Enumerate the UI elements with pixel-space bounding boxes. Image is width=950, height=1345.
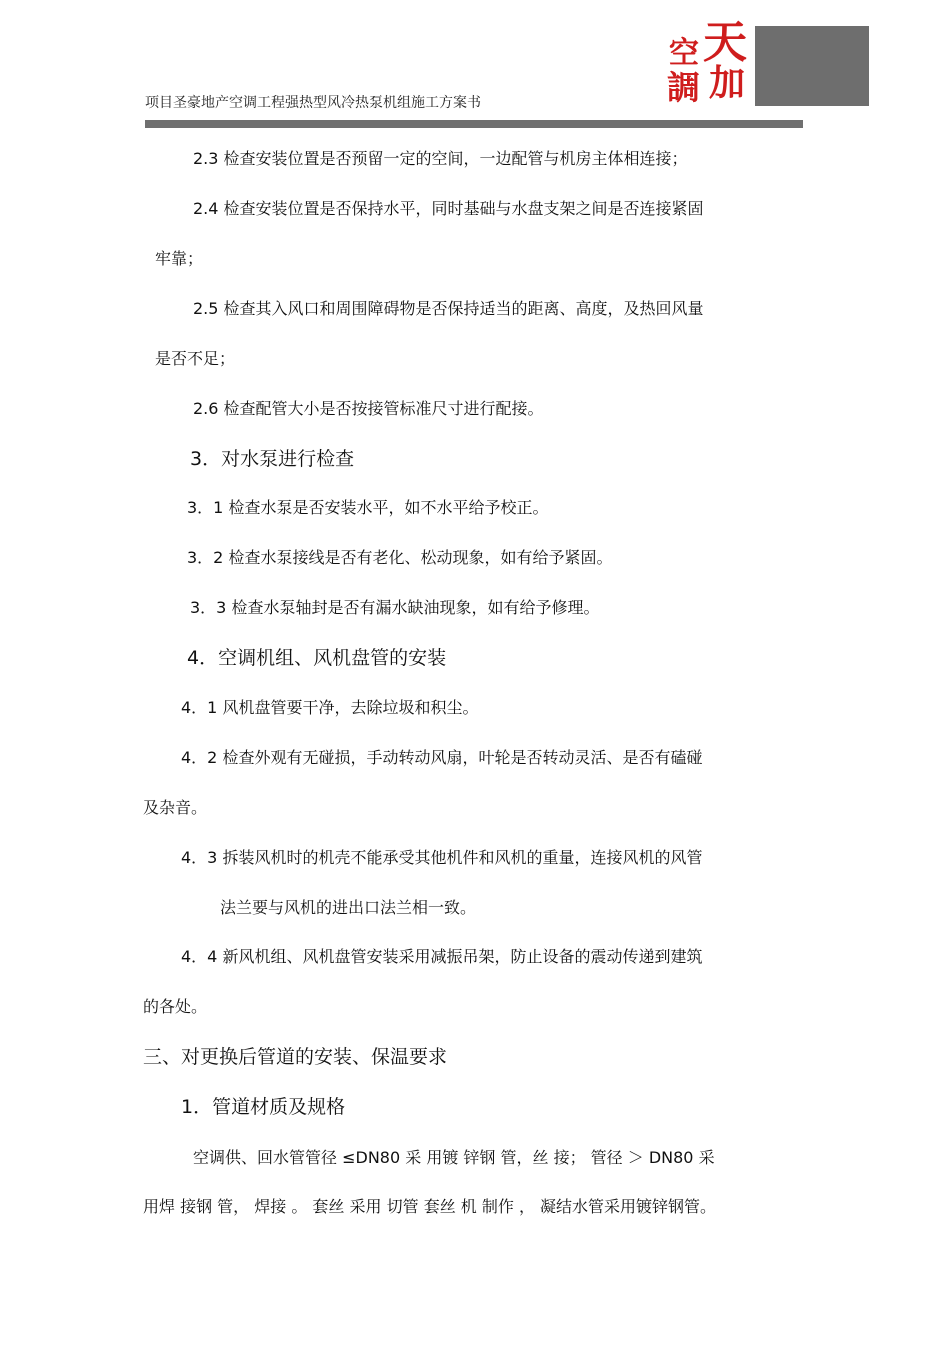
paragraph-4-3-cont: 法兰要与风机的进出口法兰相一致。 <box>220 898 477 917</box>
heading-unit-install: 4．空调机组、风机盘管的安装 <box>187 647 447 669</box>
paragraph-3-1: 3．1 检查水泵是否安装水平，如不水平给予校正。 <box>187 498 549 517</box>
logo-gray-block <box>753 26 869 106</box>
header-divider <box>145 120 803 128</box>
logo-seal <box>665 17 755 107</box>
logo-char-4: 加 <box>709 62 746 104</box>
paragraph-2-3: 2.3 检查安装位置是否预留一定的空间，一边配管与机房主体相连接； <box>193 149 688 168</box>
paragraph-2-6: 2.6 检查配管大小是否按接管标准尺寸进行配接。 <box>193 399 544 418</box>
paragraph-4-4-cont: 的各处。 <box>143 997 208 1016</box>
paragraph-4-1: 4．1 风机盘管要干净，去除垃圾和积尘。 <box>181 698 479 717</box>
company-logo <box>658 19 871 109</box>
logo-char-2: 天 <box>703 17 747 68</box>
heading-pump-check: 3．对水泵进行检查 <box>190 448 355 470</box>
document-title: 项目圣豪地产空调工程强热型风冷热泵机组施工方案书 <box>145 95 481 111</box>
paragraph-2-4: 2.4 检查安装位置是否保持水平，同时基础与水盘支架之间是否连接紧固 <box>193 199 704 218</box>
paragraph-2-5: 2.5 检查其入风口和周围障碍物是否保持适当的距离、高度，及热回风量 <box>193 299 704 318</box>
paragraph-4-2-cont: 及杂音。 <box>143 798 208 817</box>
logo-char-3: 調 <box>667 68 700 107</box>
section-heading-pipes: 三、对更换后管道的安装、保温要求 <box>143 1046 448 1068</box>
paragraph-2-5-cont: 是否不足； <box>155 349 236 368</box>
paragraph-pipe-spec-cont: 用焊 接钢 管， 焊接 。 套丝 采用 切管 套丝 机 制作 ， 凝结水管采用镀锌钢管。 <box>143 1197 717 1216</box>
paragraph-4-4: 4．4 新风机组、风机盘管安装采用减振吊架，防止设备的震动传递到建筑 <box>181 947 703 966</box>
heading-pipe-material: 1．管道材质及规格 <box>181 1096 346 1118</box>
paragraph-2-4-cont: 牢靠； <box>155 249 204 268</box>
paragraph-4-2: 4．2 检查外观有无碰损，手动转动风扇，叶轮是否转动灵活、是否有磕碰 <box>181 748 703 767</box>
logo-char-1: 空 <box>669 36 699 71</box>
paragraph-3-2: 3．2 检查水泵接线是否有老化、松动现象，如有给予紧固。 <box>187 548 613 567</box>
paragraph-4-3: 4．3 拆装风机时的机壳不能承受其他机件和风机的重量，连接风机的风管 <box>181 848 703 867</box>
paragraph-3-3: 3．3 检查水泵轴封是否有漏水缺油现象，如有给予修理。 <box>190 598 600 617</box>
paragraph-pipe-spec: 空调供、回水管管径 ≤DN80 采 用镀 锌钢 管，丝 接； 管径 ＞ DN80 采 <box>193 1148 715 1167</box>
